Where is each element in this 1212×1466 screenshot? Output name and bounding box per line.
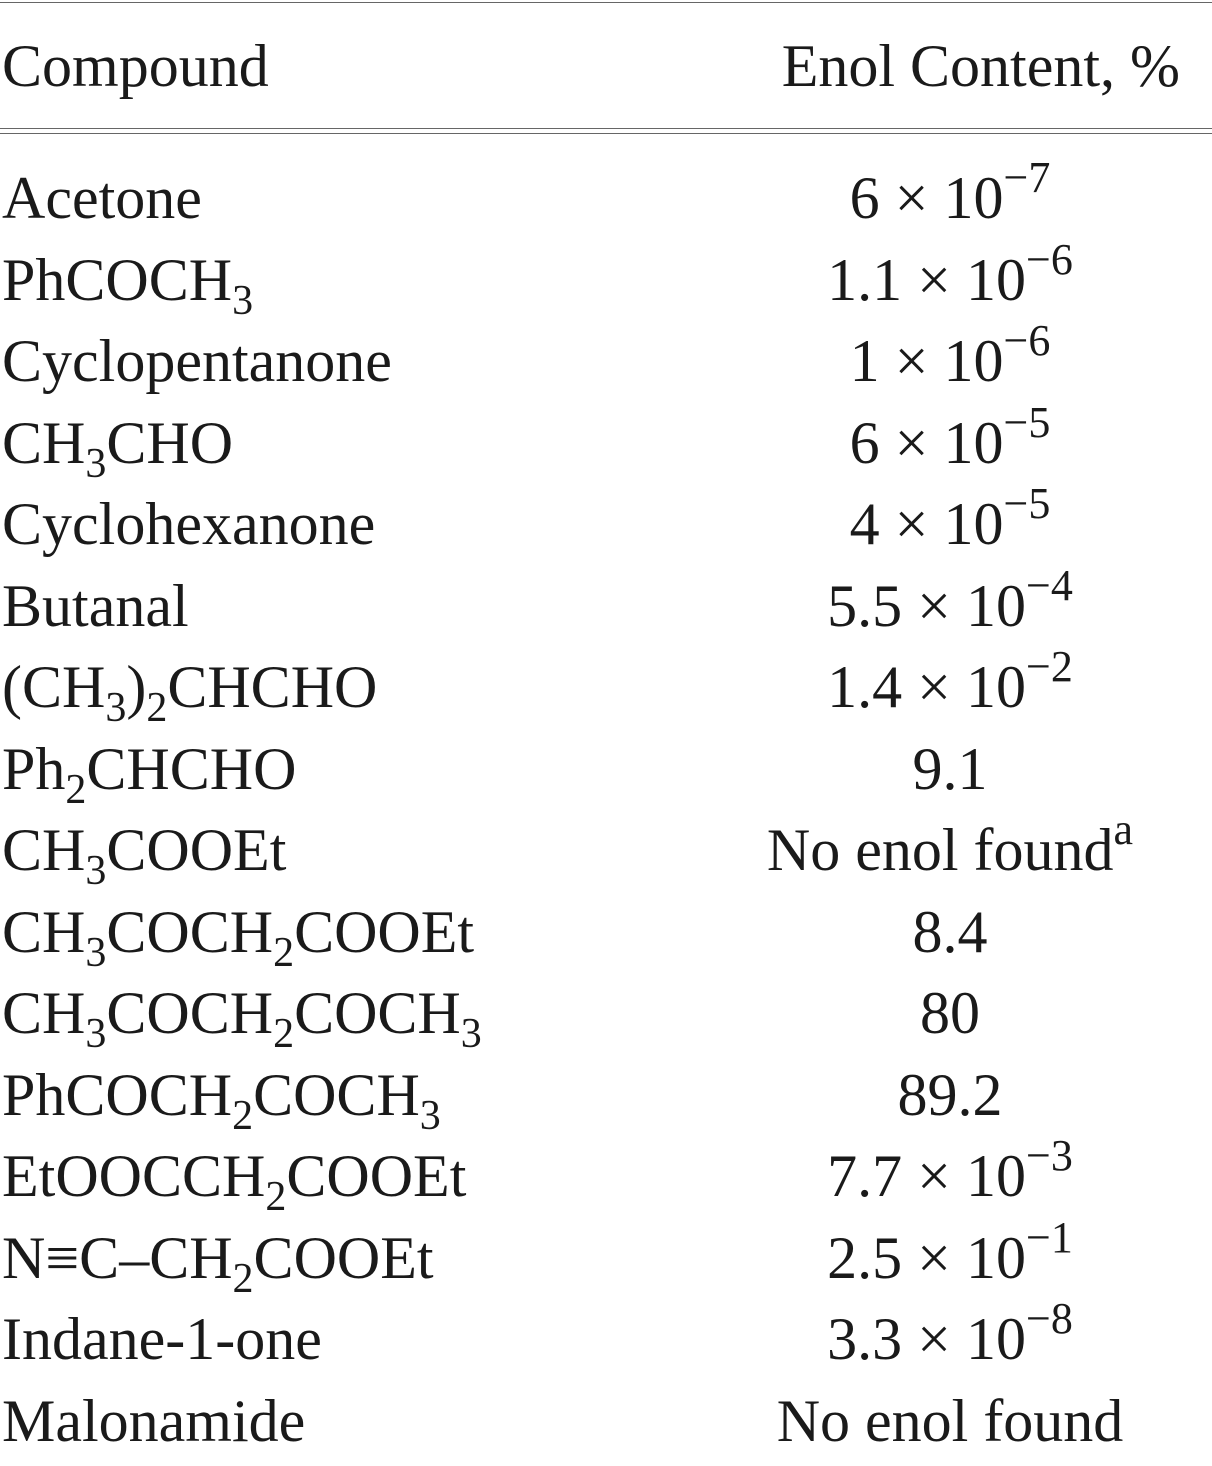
enol-content-cell: $1 \times 10^{-6}$ bbox=[849, 316, 1051, 394]
table-row bbox=[0, 479, 1212, 569]
compound-cell: Acetone bbox=[2, 165, 202, 231]
compound-cell: $CH_3COOEt$ bbox=[2, 817, 287, 894]
compound-cell: $CH_3COCH_2COOEt$ bbox=[2, 898, 475, 976]
table-row bbox=[0, 1385, 1212, 1466]
enol-content-cell: 9.1 bbox=[912, 735, 988, 802]
column-header-enol-content: Enol Content, % bbox=[781, 33, 1180, 99]
enol-content-cell: $1.4 \times 10^{-2}$ bbox=[827, 642, 1073, 720]
compound-cell: Butanal bbox=[2, 572, 189, 639]
compound-cell: $PhCOCH_2COCH_3$ bbox=[2, 1061, 441, 1139]
table-row bbox=[0, 397, 1212, 488]
table-row bbox=[0, 1212, 1212, 1303]
table-row bbox=[0, 733, 1212, 814]
header-rule-upper bbox=[0, 128, 1212, 129]
compound-cell: EtOOCCH$_2$COOEt bbox=[2, 1143, 467, 1220]
column-header-compound: Compound bbox=[2, 33, 269, 99]
enol-content-cell: No enol found bbox=[776, 1387, 1124, 1454]
enol-content-cell: 8.4 bbox=[912, 898, 988, 965]
compound-cell: Indane-1-one bbox=[2, 1306, 322, 1372]
enol-content-cell: No enol found$^a$ bbox=[766, 805, 1134, 883]
top-rule bbox=[0, 2, 1212, 3]
table-row bbox=[0, 805, 1212, 895]
table-row bbox=[0, 1059, 1212, 1140]
table-row bbox=[0, 1131, 1212, 1221]
compound-cell: $CH_3COCH_2COCH_3$ bbox=[2, 980, 482, 1057]
table-row bbox=[0, 642, 1212, 732]
enol-content-cell: 80 bbox=[920, 980, 980, 1046]
compound-cell: Malonamide bbox=[2, 1387, 306, 1454]
enol-content-cell: $6 \times 10^{-7}$ bbox=[849, 153, 1051, 231]
compound-cell: PhCOCH$_3$ bbox=[2, 246, 254, 324]
compound-cell: $CH_3CHO$ bbox=[2, 409, 234, 487]
header-rule-lower bbox=[0, 133, 1212, 134]
enol-content-cell: $2.5 \times 10^{-1}$ bbox=[827, 1212, 1073, 1291]
enol-content-cell: $5.5 \times 10^{-4}$ bbox=[827, 560, 1073, 639]
compound-cell: $(CH_3)_2CHCHO$ bbox=[2, 654, 378, 731]
table-row bbox=[0, 153, 1212, 243]
table-row bbox=[0, 560, 1212, 651]
enol-content-cell: $3.3 \times 10^{-8}$ bbox=[827, 1294, 1073, 1372]
compound-cell: $N\equiv C-CH_2COOEt$ bbox=[2, 1224, 434, 1302]
table-row bbox=[0, 1294, 1212, 1384]
table-row bbox=[0, 977, 1212, 1058]
compound-cell: $Ph_2CHCHO$ bbox=[2, 735, 297, 813]
enol-content-cell: $4 \times 10^{-5}$ bbox=[849, 479, 1051, 557]
enol-content-cell: $1.1 \times 10^{-6}$ bbox=[827, 234, 1073, 313]
table-row bbox=[0, 316, 1212, 406]
table-row bbox=[0, 234, 1212, 325]
compound-cell: Cyclopentanone bbox=[2, 328, 392, 394]
enol-content-cell: $6 \times 10^{-5}$ bbox=[849, 397, 1051, 476]
compound-cell: Cyclohexanone bbox=[2, 491, 376, 557]
table-row bbox=[0, 896, 1212, 977]
enol-content-cell: $7.7 \times 10^{-3}$ bbox=[827, 1131, 1073, 1209]
enol-content-cell: 89.2 bbox=[897, 1061, 1003, 1128]
